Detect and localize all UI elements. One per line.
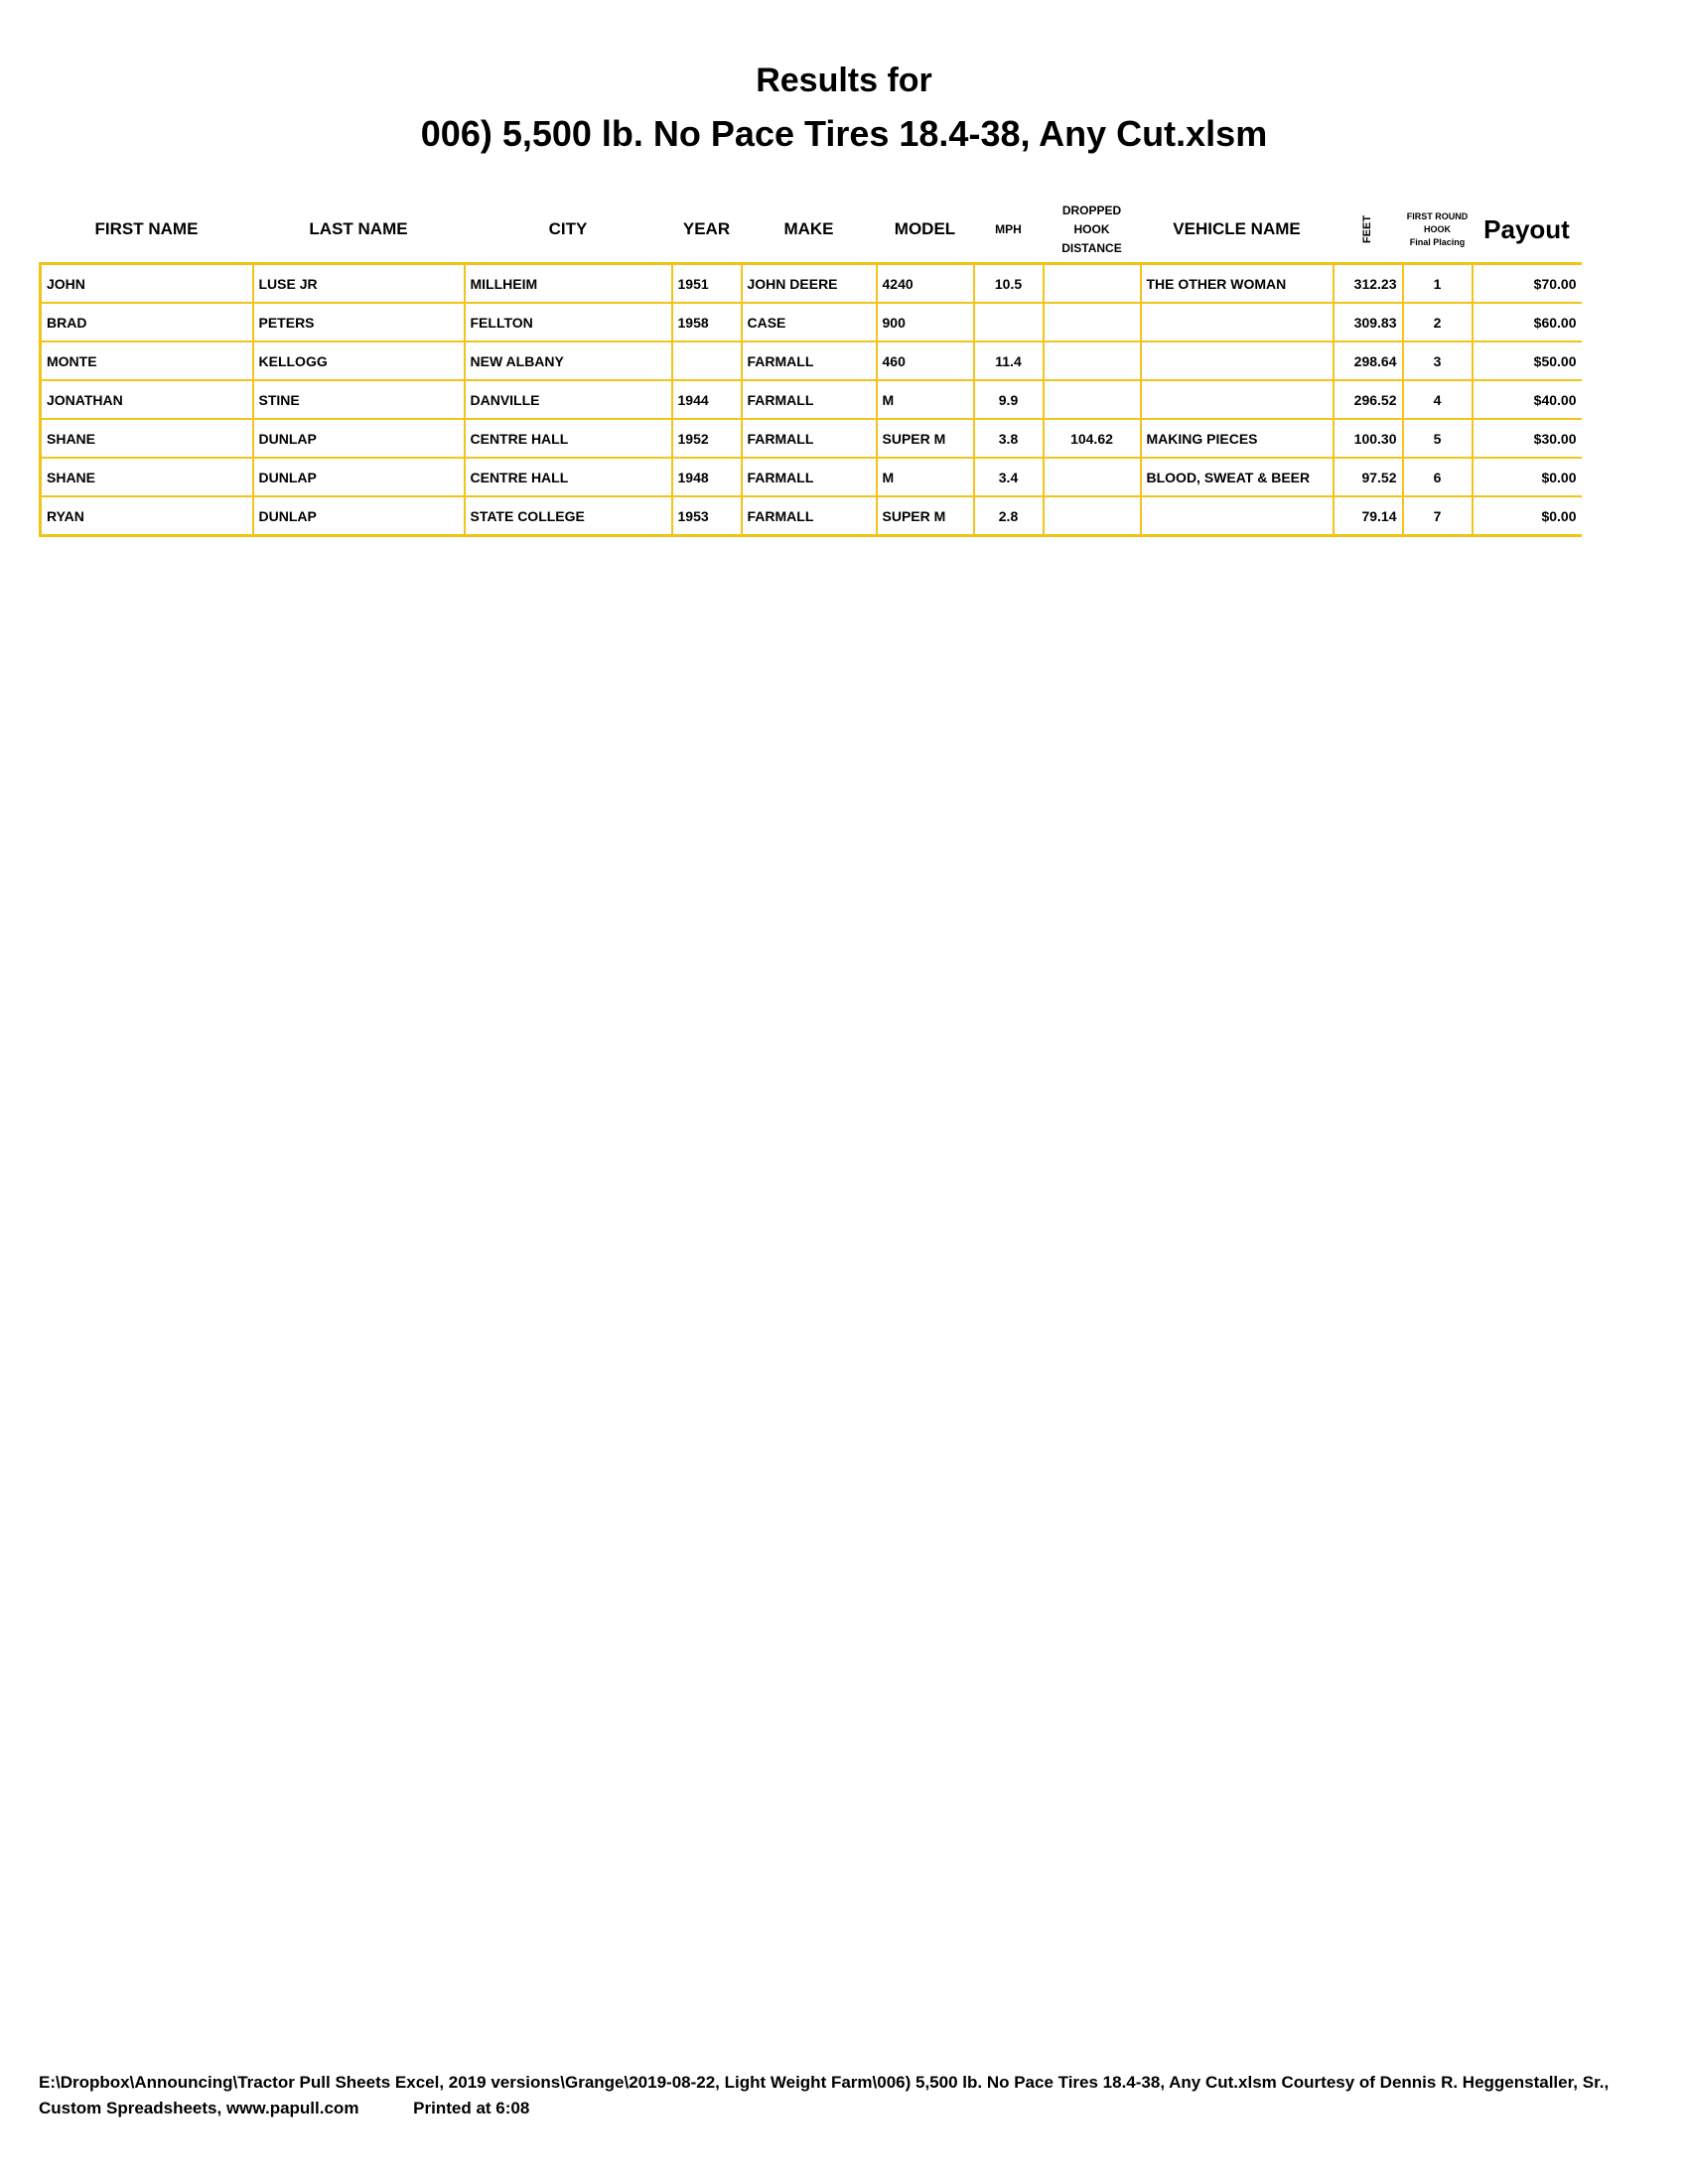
cell-year: 1952: [672, 419, 742, 458]
cell-model: SUPER M: [877, 496, 974, 536]
cell-feet: 296.52: [1334, 380, 1403, 419]
header-year: YEAR: [682, 219, 731, 238]
table-row: [41, 264, 1582, 304]
cell-feet: 100.30: [1334, 419, 1403, 458]
cell-feet: 79.14: [1334, 496, 1403, 536]
cell-model: 900: [877, 303, 974, 341]
cell-final-placing: 7: [1403, 496, 1473, 536]
header-first-name: FIRST NAME: [94, 219, 199, 238]
cell-model: M: [877, 380, 974, 419]
cell-mph: 11.4: [974, 341, 1044, 380]
cell-mph: 3.8: [974, 419, 1044, 458]
cell-city: DANVILLE: [465, 380, 672, 419]
header-feet: [1334, 197, 1403, 264]
header-dropped-line1: DROPPED: [1061, 203, 1122, 217]
header-placing-line1: FIRST ROUND: [1406, 210, 1469, 221]
cell-year: 1958: [672, 303, 742, 341]
cell-last-name: STINE: [253, 380, 465, 419]
cell-first-name: BRAD: [41, 303, 253, 341]
event-title: 006) 5,500 lb. No Pace Tires 18.4-38, Any Cut.xlsm: [420, 113, 1268, 154]
cell-final-placing: 2: [1403, 303, 1473, 341]
cell-vehicle-name: [1141, 380, 1334, 419]
cell-make: FARMALL: [742, 496, 877, 536]
cell-final-placing: 4: [1403, 380, 1473, 419]
cell-make: CASE: [742, 303, 877, 341]
table-row: [41, 458, 1582, 496]
cell-year: [672, 341, 742, 380]
footer: [39, 2070, 1657, 2121]
table-row: [41, 496, 1582, 536]
cell-make: FARMALL: [742, 380, 877, 419]
cell-mph: 9.9: [974, 380, 1044, 419]
cell-last-name: DUNLAP: [253, 458, 465, 496]
cell-payout: $40.00: [1473, 380, 1582, 419]
cell-payout: $0.00: [1473, 496, 1582, 536]
table-row: [41, 303, 1582, 341]
cell-first-name: JONATHAN: [41, 380, 253, 419]
cell-dropped-hook-distance: 104.62: [1044, 419, 1141, 458]
cell-year: 1944: [672, 380, 742, 419]
cell-model: SUPER M: [877, 419, 974, 458]
cell-feet: 298.64: [1334, 341, 1403, 380]
cell-first-name: SHANE: [41, 419, 253, 458]
cell-vehicle-name: BLOOD, SWEAT & BEER: [1141, 458, 1334, 496]
results-title: Results for: [756, 62, 932, 99]
cell-dropped-hook-distance: [1044, 380, 1141, 419]
cell-year: 1951: [672, 264, 742, 304]
cell-last-name: DUNLAP: [253, 496, 465, 536]
cell-year: 1953: [672, 496, 742, 536]
cell-city: FELLTON: [465, 303, 672, 341]
cell-mph: 3.4: [974, 458, 1044, 496]
header-placing-line3: Final Placing: [1409, 236, 1466, 247]
cell-last-name: LUSE JR: [253, 264, 465, 304]
cell-city: STATE COLLEGE: [465, 496, 672, 536]
header-vehicle-name: VEHICLE NAME: [1173, 219, 1301, 238]
header-dropped-line3: DISTANCE: [1061, 240, 1122, 255]
cell-last-name: DUNLAP: [253, 419, 465, 458]
cell-model: 4240: [877, 264, 974, 304]
cell-dropped-hook-distance: [1044, 264, 1141, 304]
header-payout: Payout: [1483, 213, 1570, 244]
cell-make: FARMALL: [742, 419, 877, 458]
cell-city: CENTRE HALL: [465, 419, 672, 458]
cell-make: FARMALL: [742, 341, 877, 380]
table-row: [41, 341, 1582, 380]
cell-make: FARMALL: [742, 458, 877, 496]
cell-last-name: KELLOGG: [253, 341, 465, 380]
header-make: MAKE: [783, 219, 834, 238]
cell-feet: 309.83: [1334, 303, 1403, 341]
cell-payout: $50.00: [1473, 341, 1582, 380]
header-mph: MPH: [995, 221, 1022, 236]
header-row: [41, 197, 1582, 264]
results-body: [41, 264, 1582, 536]
cell-dropped-hook-distance: [1044, 303, 1141, 341]
cell-vehicle-name: [1141, 496, 1334, 536]
cell-payout: $0.00: [1473, 458, 1582, 496]
cell-city: CENTRE HALL: [465, 458, 672, 496]
footer-printed-time: Printed at 6:08: [413, 2099, 530, 2117]
header-feet-label: FEET: [1361, 214, 1374, 244]
header-dropped-hook-distance: [1044, 197, 1141, 264]
cell-first-name: RYAN: [41, 496, 253, 536]
cell-mph: [974, 303, 1044, 341]
cell-payout: $30.00: [1473, 419, 1582, 458]
cell-payout: $70.00: [1473, 264, 1582, 304]
cell-final-placing: 5: [1403, 419, 1473, 458]
cell-last-name: PETERS: [253, 303, 465, 341]
cell-feet: 312.23: [1334, 264, 1403, 304]
cell-payout: $60.00: [1473, 303, 1582, 341]
header-final-placing: [1403, 197, 1473, 264]
cell-model: 460: [877, 341, 974, 380]
cell-vehicle-name: [1141, 303, 1334, 341]
cell-dropped-hook-distance: [1044, 341, 1141, 380]
header-dropped-line2: HOOK: [1073, 221, 1110, 236]
cell-first-name: SHANE: [41, 458, 253, 496]
cell-make: JOHN DEERE: [742, 264, 877, 304]
table-row: [41, 380, 1582, 419]
cell-final-placing: 6: [1403, 458, 1473, 496]
header-placing-line2: HOOK: [1424, 223, 1451, 234]
cell-vehicle-name: [1141, 341, 1334, 380]
cell-city: MILLHEIM: [465, 264, 672, 304]
cell-dropped-hook-distance: [1044, 496, 1141, 536]
cell-dropped-hook-distance: [1044, 458, 1141, 496]
cell-mph: 2.8: [974, 496, 1044, 536]
footer-file-path: E:\Dropbox\Announcing\Tractor Pull Sheets Excel, 2019 versions\Grange\2019-08-22, Light Weight Farm\006) 5,500 lb. No Pace Tires 18.4-38, Any Cut.xlsm Courtesy of Dennis R. Heggenstaller, Sr., Custom Spreadsheets, www.papull.com: [39, 2073, 1610, 2117]
cell-first-name: MONTE: [41, 341, 253, 380]
cell-feet: 97.52: [1334, 458, 1403, 496]
cell-mph: 10.5: [974, 264, 1044, 304]
cell-vehicle-name: MAKING PIECES: [1141, 419, 1334, 458]
cell-final-placing: 3: [1403, 341, 1473, 380]
cell-year: 1948: [672, 458, 742, 496]
results-table: [39, 197, 1582, 537]
cell-vehicle-name: THE OTHER WOMAN: [1141, 264, 1334, 304]
header-model: MODEL: [894, 219, 956, 238]
cell-first-name: JOHN: [41, 264, 253, 304]
header-last-name: LAST NAME: [309, 219, 408, 238]
cell-final-placing: 1: [1403, 264, 1473, 304]
cell-model: M: [877, 458, 974, 496]
cell-city: NEW ALBANY: [465, 341, 672, 380]
table-row: [41, 419, 1582, 458]
header-city: CITY: [548, 219, 588, 238]
